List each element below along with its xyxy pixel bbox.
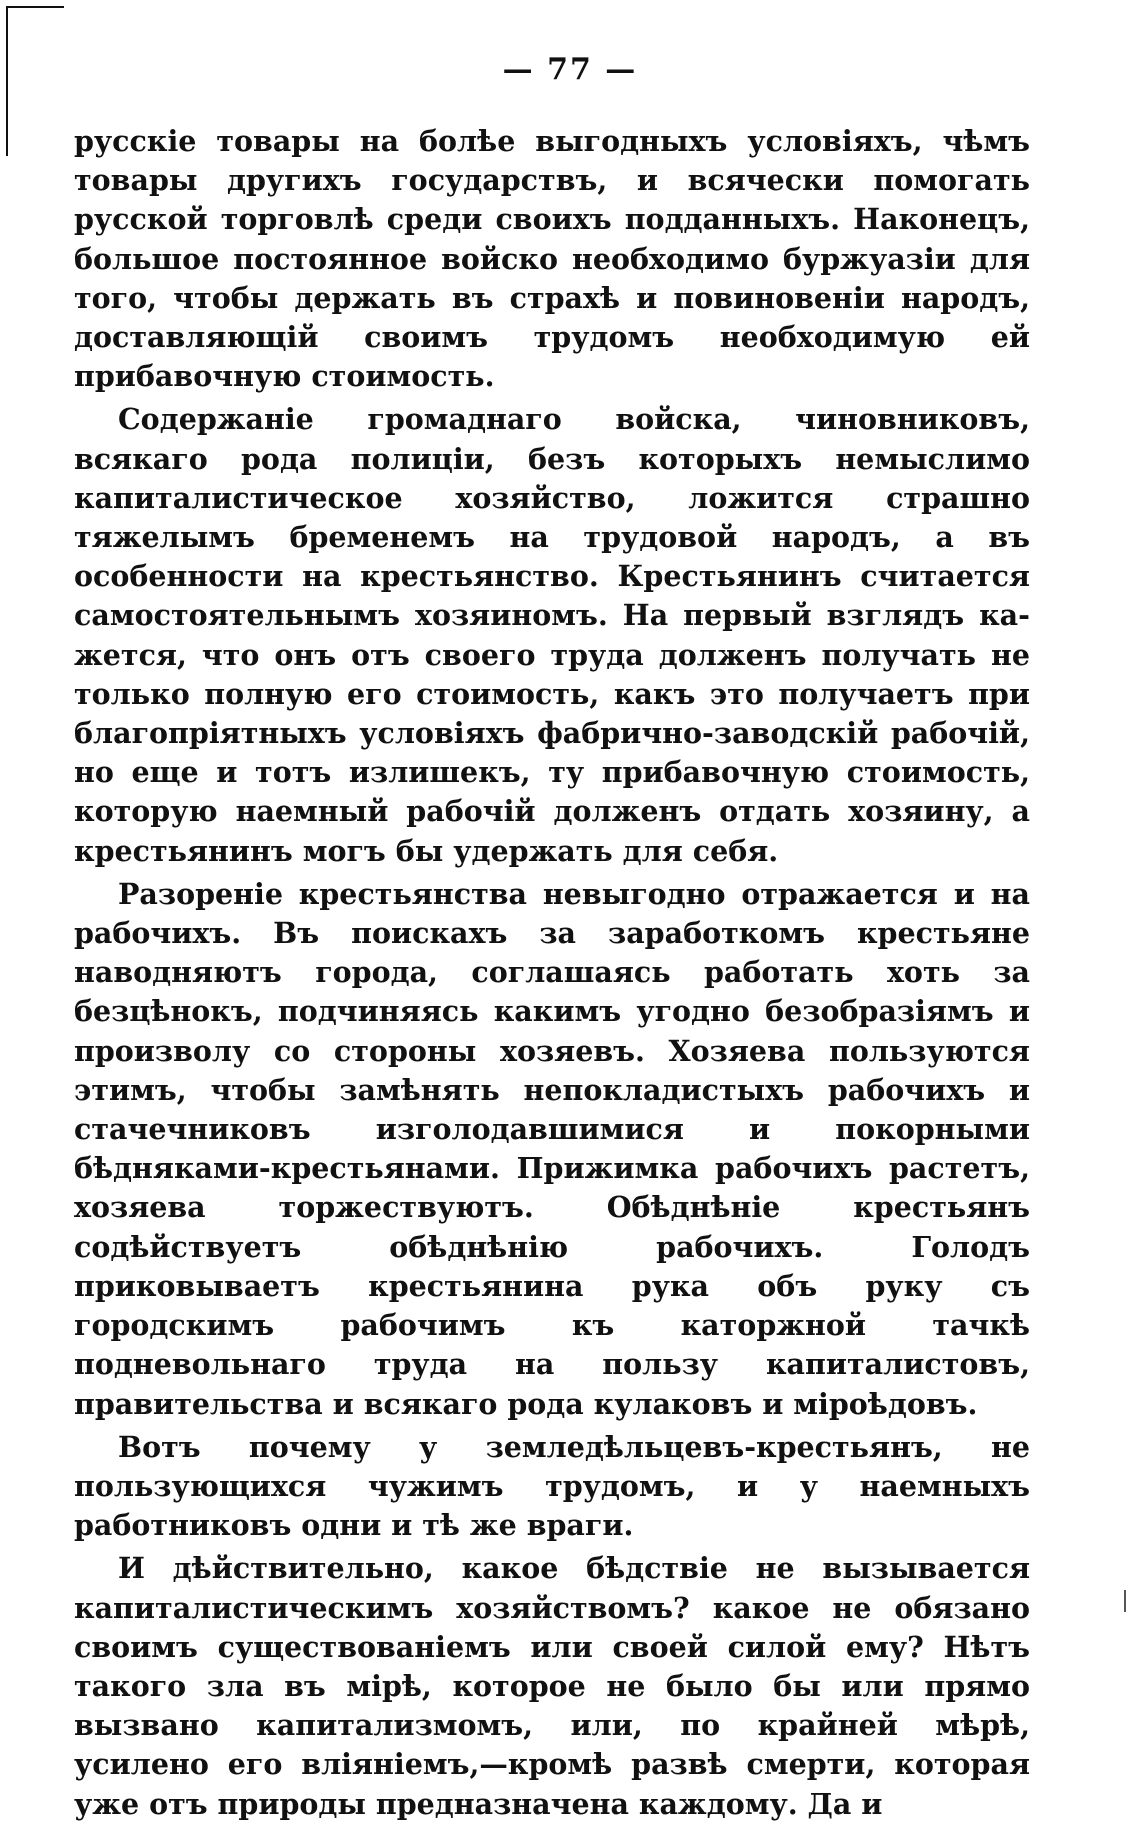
page-number: — 77 — [502, 52, 638, 87]
paragraph: Разореніе крестьянства невыгодно отражается и на рабочихъ. Въ поискахъ за заработкомъ крестьяне наводняютъ города, соглашаясь работать хоть за безцѣнокъ, подчиняясь какимъ угодно безобразіямъ и произволу со стороны хозяевъ. Хозяева пользуются этимъ, чтобы замѣнять непокладистыхъ рабочихъ и стачечниковъ изголодавшимися и покорными бѣдняками-крестьянами. Прижимка рабочихъ растетъ, хозяева торжествуютъ. Обѣднѣніе крестьянъ содѣйствуетъ обѣднѣнію рабочихъ. Голодъ приковываетъ крестьянина рука объ руку съ городскимъ рабочимъ къ каторжной тачкѣ подневольнаго труда на пользу капиталистовъ, правительства и всякаго рода кулаковъ и міроѣдовъ. [74, 876, 1030, 1421]
scan-border-mark [6, 6, 64, 8]
paragraph: русскіе товары на болѣе выгодныхъ условіяхъ, чѣмъ товары другихъ государствъ, и всячески помогать русской торговлѣ среди своихъ подданныхъ. Наконецъ, большое постоянное войско необходимо буржуазіи для того, чтобы держать въ страхѣ и повиновеніи народъ, доставляющій своимъ трудомъ необходимую ей прибавочную стоимость. [74, 124, 1030, 394]
paragraph: Содержаніе громаднаго войска, чиновниковъ, всякаго рода полиціи, безъ которыхъ немыслимо капиталистическое хозяйство, ложится страшно тяжелымъ бременемъ на трудовой народъ, а въ особенности на крестьянство. Крестьянинъ считается самостоятельнымъ хозяиномъ. На первый взглядъ кажется, что онъ отъ своего труда долженъ получать не только полную его стоимость, какъ это получаетъ при благопріятныхъ условіяхъ фабрично-заводскій рабочій, но еще и тотъ излишекъ, ту прибавочную стоимость, которую наемный рабочій долженъ отдать хозяину, а крестьянинъ могъ бы удержать для себя. [74, 402, 1030, 868]
paragraph: И дѣйствительно, какое бѣдствіе не вызывается капиталистическимъ хозяйствомъ? какое не обязано своимъ существованіемъ или своей силой ему? Нѣтъ такого зла въ мірѣ, которое не было бы или прямо вызвано капитализмомъ, или, по крайней мѣрѣ, усилено его вліяніемъ,—кромѣ развѣ смерти, которая уже отъ природы предназначена каждому. Да и [74, 1551, 1030, 1821]
body-text [74, 122, 1030, 1828]
paragraph: Вотъ почему у земледѣльцевъ-крестьянъ, не пользующихся чужимъ трудомъ, и у наемныхъ работниковъ одни и тѣ же враги. [74, 1429, 1030, 1543]
scan-artifact [1124, 1590, 1126, 1612]
